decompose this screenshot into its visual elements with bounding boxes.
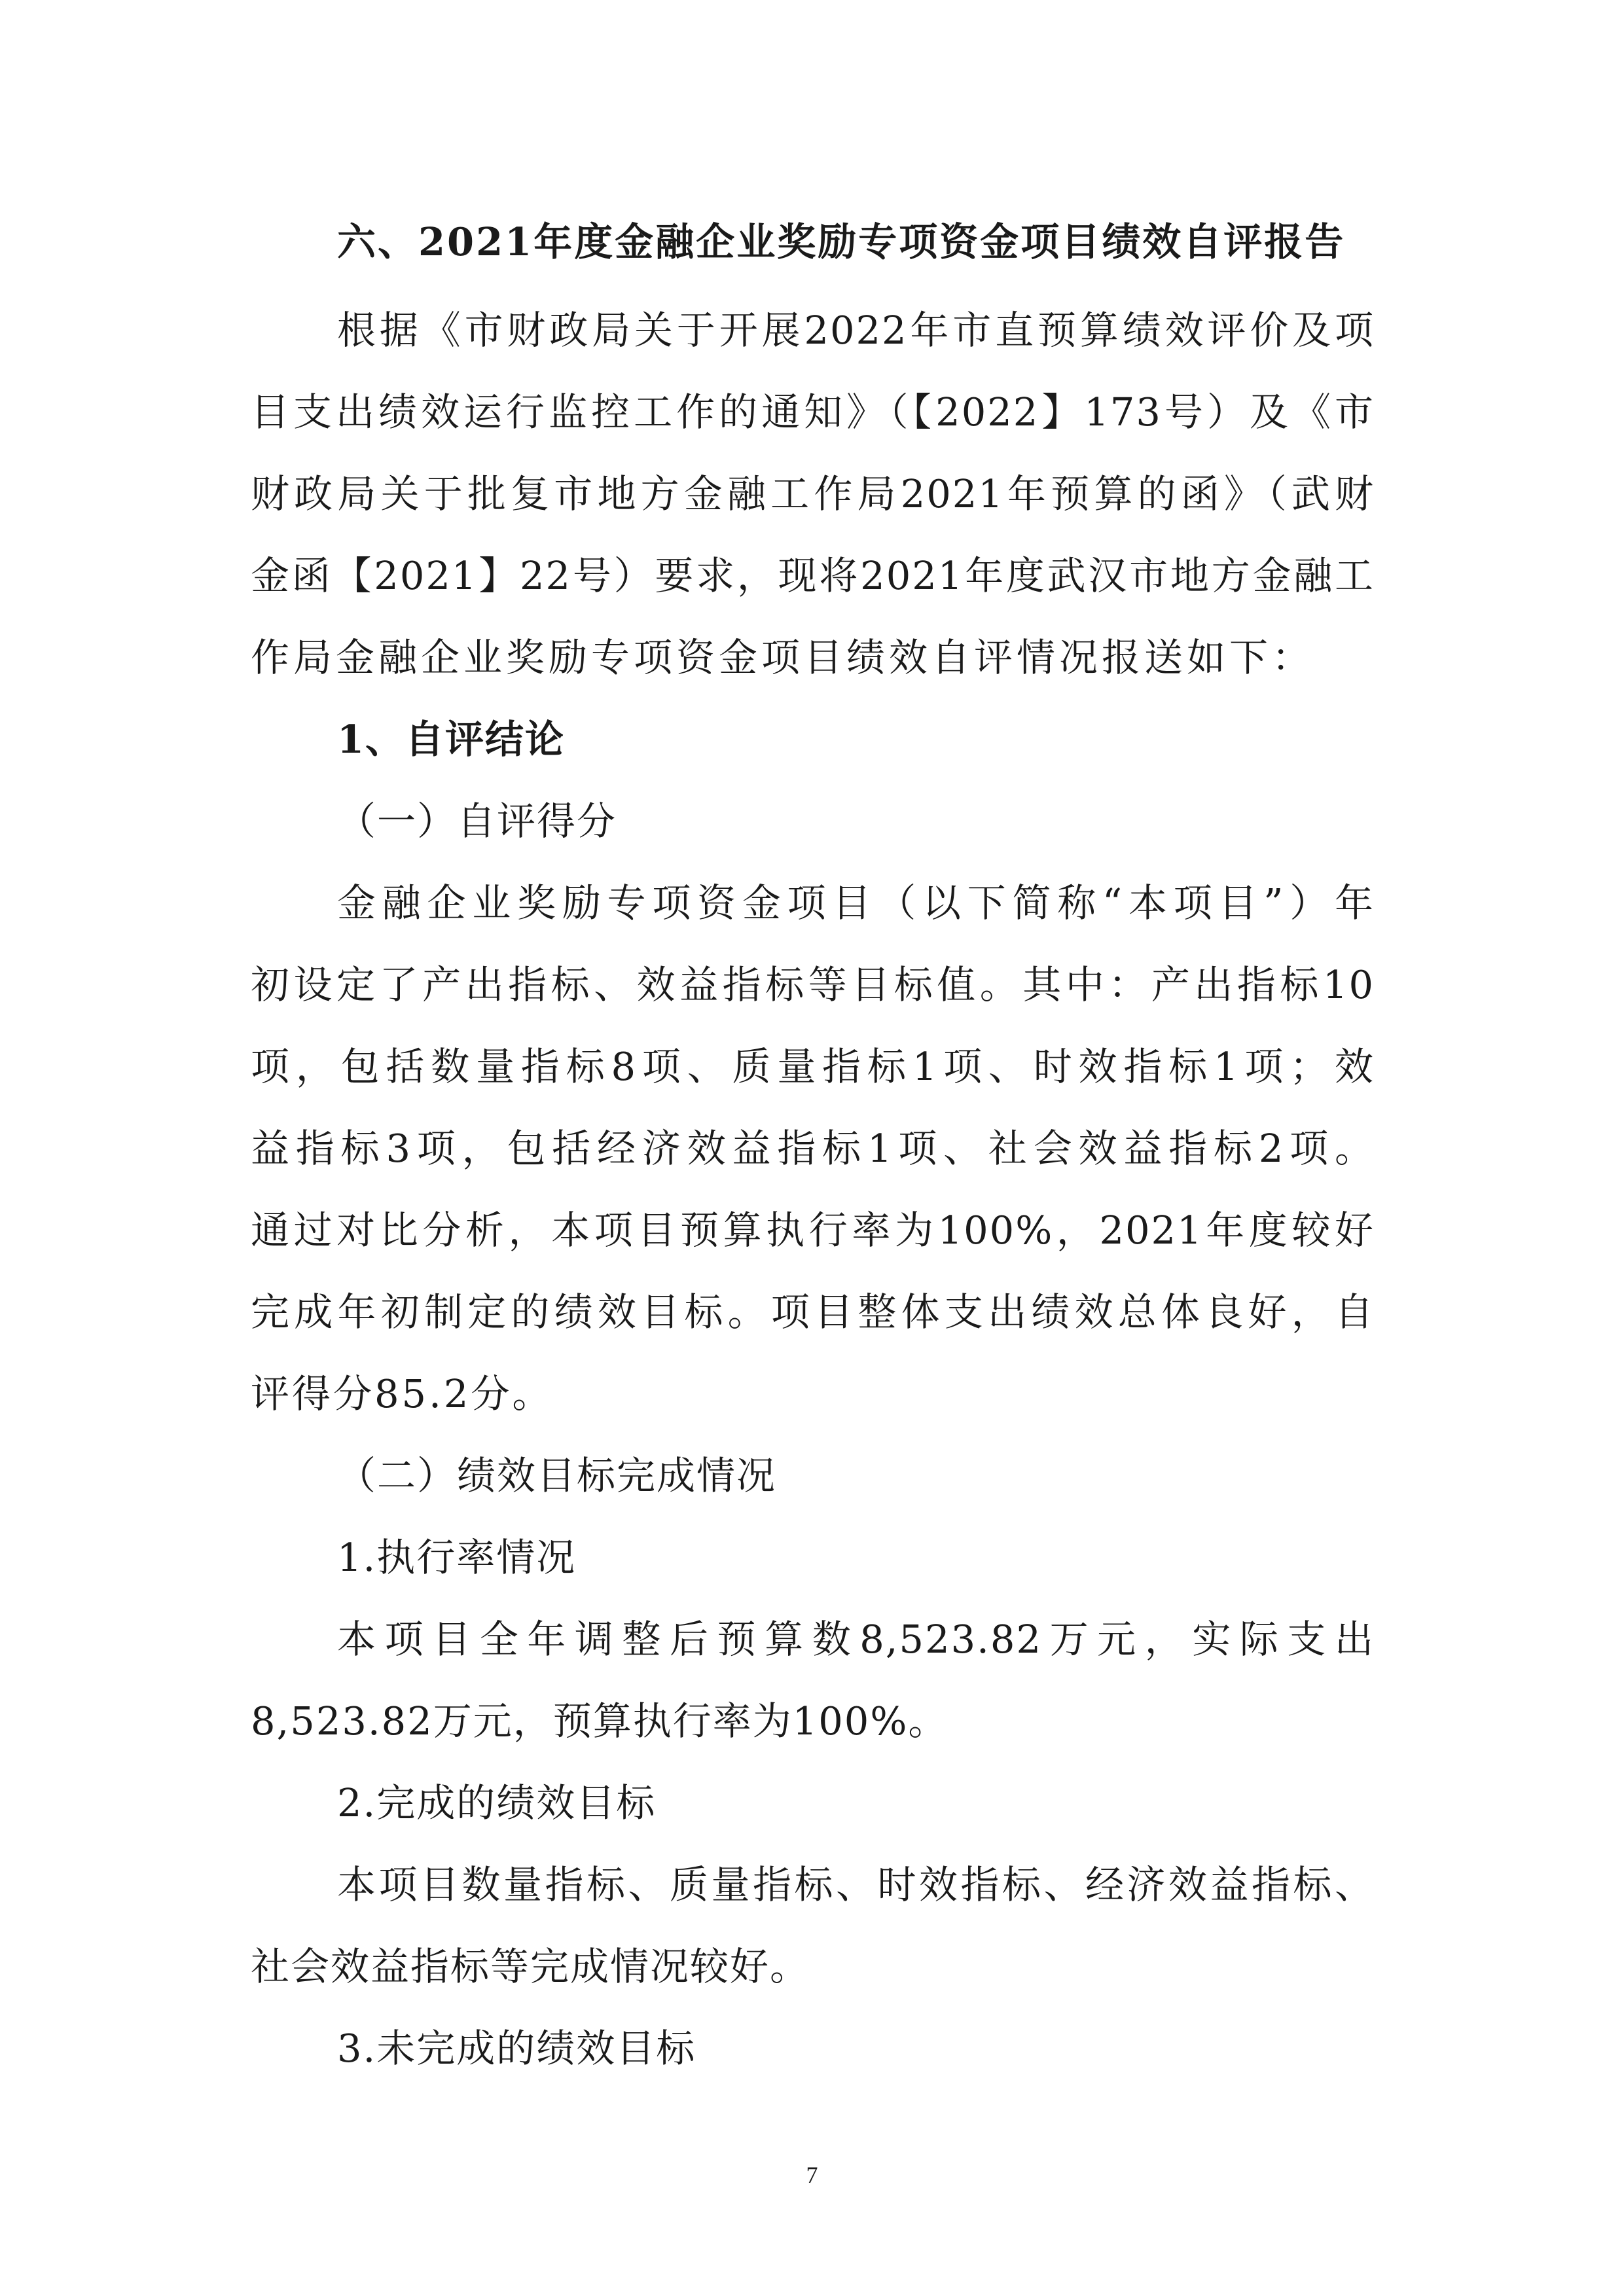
intro-line-5: 作局金融企业奖励专项资金项目绩效自评情况报送如下： bbox=[251, 635, 1315, 680]
page-number: 7 bbox=[806, 2162, 818, 2188]
score-paragraph-line-5: 通过对比分析，本项目预算执行率为100%，2021年度较好 bbox=[251, 1208, 1375, 1253]
score-paragraph-line-7: 评得分85.2分。 bbox=[251, 1371, 554, 1416]
execution-paragraph-line-2: 8,523.82万元，预算执行率为100%。 bbox=[251, 1698, 948, 1744]
execution-paragraph-line-1: 本项目全年调整后预算数8,523.82万元，实际支出 bbox=[337, 1617, 1375, 1662]
score-paragraph-line-2: 初设定了产出指标、效益指标等目标值。其中：产出指标10 bbox=[251, 962, 1375, 1007]
subsection-2-title: （二）绩效目标完成情况 bbox=[337, 1453, 777, 1498]
intro-line-1: 根据《市财政局关于开展2022年市直预算绩效评价及项 bbox=[337, 308, 1375, 353]
score-paragraph-line-6: 完成年初制定的绩效目标。项目整体支出绩效总体良好，自 bbox=[251, 1289, 1375, 1335]
completed-goals-line-2: 社会效益指标等完成情况较好。 bbox=[251, 1944, 810, 1989]
item-2-title: 2.完成的绩效目标 bbox=[337, 1780, 657, 1825]
report-heading: 六、2021年度金融企业奖励专项资金项目绩效自评报告 bbox=[337, 219, 1346, 264]
score-paragraph-line-1: 金融企业奖励专项资金项目（以下简称“本项目”）年 bbox=[337, 880, 1375, 925]
completed-goals-line-1: 本项目数量指标、质量指标、时效指标、经济效益指标、 bbox=[337, 1862, 1375, 1907]
intro-line-4: 金函【2021】22号）要求，现将2021年度武汉市地方金融工 bbox=[251, 553, 1375, 598]
section-1-title: 1、自评结论 bbox=[337, 717, 566, 762]
score-paragraph-line-3: 项，包括数量指标8项、质量指标1项、时效指标1项；效 bbox=[251, 1044, 1375, 1089]
item-3-title: 3.未完成的绩效目标 bbox=[337, 2026, 696, 2071]
intro-line-3: 财政局关于批复市地方金融工作局2021年预算的函》（武财 bbox=[251, 471, 1375, 516]
subsection-1-title: （一）自评得分 bbox=[337, 798, 617, 844]
item-1-title: 1.执行率情况 bbox=[337, 1535, 577, 1580]
score-paragraph-line-4: 益指标3项，包括经济效益指标1项、社会效益指标2项。 bbox=[251, 1126, 1375, 1171]
intro-line-2: 目支出绩效运行监控工作的通知》（【2022】173号）及《市 bbox=[251, 389, 1375, 435]
